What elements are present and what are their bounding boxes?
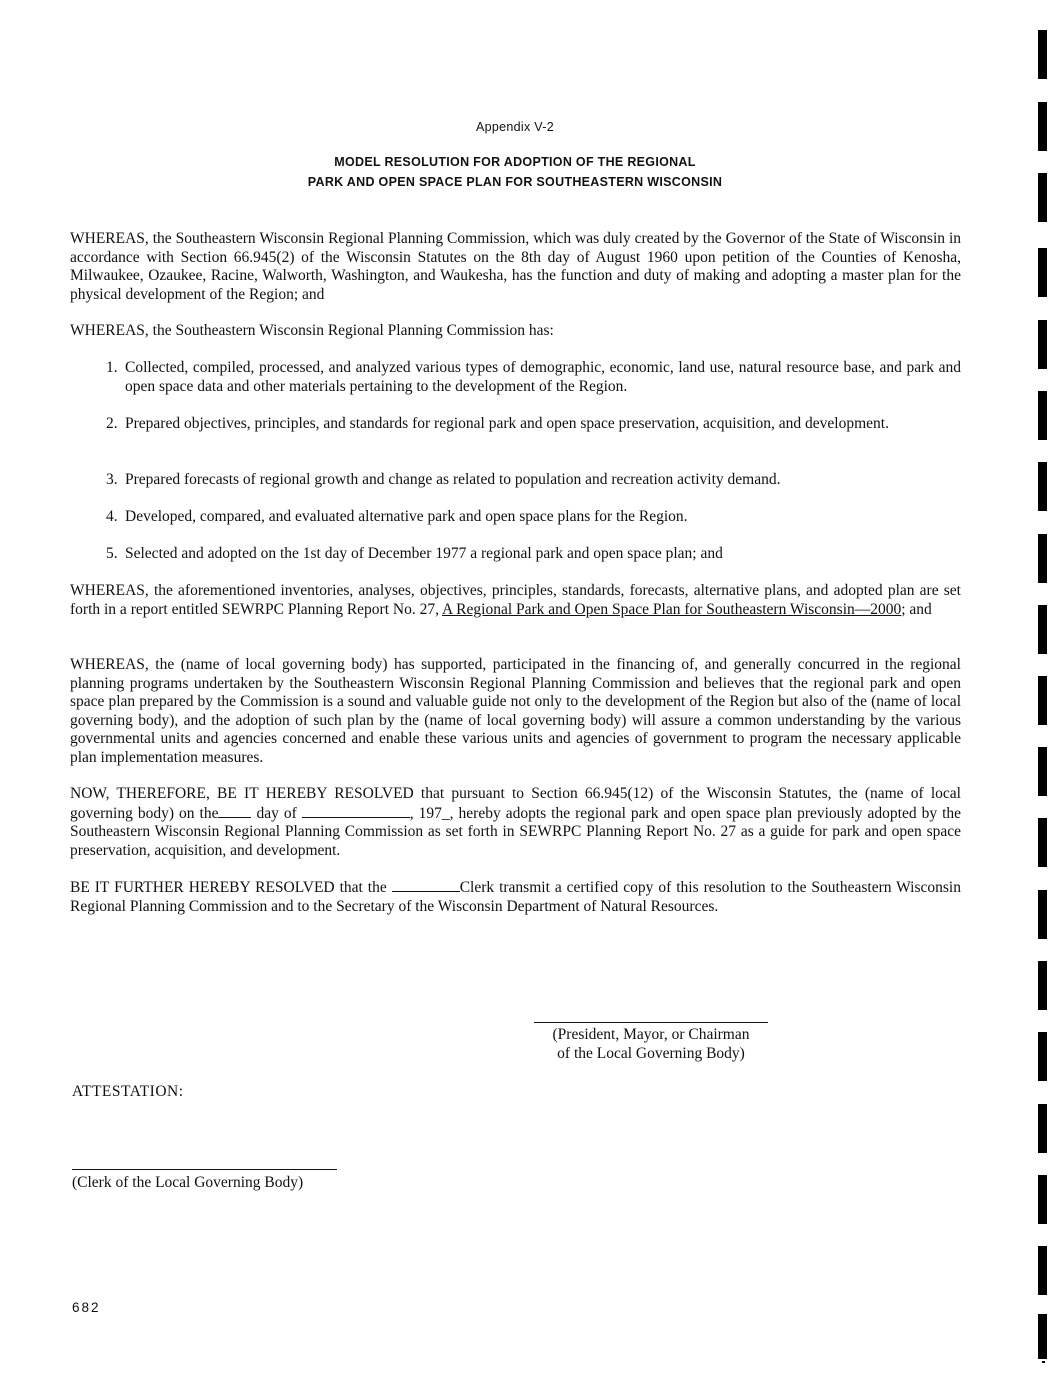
binding-mark bbox=[1038, 248, 1047, 297]
list-item-text: Collected, compiled, processed, and analyzed various types of demographic, economic, land use, natural resource base, and park and open space data and other materials pertaining to the development of the Region. bbox=[125, 359, 961, 395]
list-item bbox=[106, 545, 961, 564]
binding-mark bbox=[1038, 102, 1047, 151]
binding-mark bbox=[1038, 1246, 1047, 1295]
whereas-paragraph-2: WHEREAS, the Southeastern Wisconsin Regional Planning Commission has: bbox=[70, 322, 554, 339]
page-number: 682 bbox=[72, 1300, 101, 1315]
binding-mark bbox=[1038, 1175, 1047, 1224]
list-item-text: Selected and adopted on the 1st day of December 1977 a regional park and open space plan; and bbox=[125, 545, 723, 562]
list-item bbox=[106, 415, 961, 434]
list-item-number: 4. bbox=[106, 508, 118, 525]
list-item-number: 3. bbox=[106, 471, 118, 488]
binding-mark bbox=[1038, 890, 1047, 939]
list-item-number: 1. bbox=[106, 359, 118, 376]
list-item-text: Developed, compared, and evaluated alternative park and open space plans for the Region. bbox=[125, 508, 688, 525]
now-therefore-text-continued: , 197_, hereby adopts the regional park and open space plan previously adopted by the Southeastern Wisconsin Regional Planning Commission as set forth in SEWRPC Planning Report No. 27 as a guide for park and open space preservation, acquisition, and development. bbox=[70, 804, 962, 859]
list-item-text: Prepared objectives, principles, and standards for regional park and open space preservation, acquisition, and development. bbox=[125, 415, 889, 432]
attestation-label: ATTESTATION: bbox=[72, 1083, 184, 1100]
binding-mark bbox=[1038, 391, 1047, 440]
president-signature-caption-2: of the Local Governing Body) bbox=[557, 1045, 745, 1062]
further-resolved-text: BE IT FURTHER HEREBY RESOLVED that the bbox=[70, 879, 387, 896]
binding-mark bbox=[1038, 818, 1047, 867]
clerk-name-blank-field[interactable] bbox=[392, 878, 460, 892]
binding-mark bbox=[1038, 747, 1047, 796]
binding-mark bbox=[1038, 534, 1047, 583]
clerk-signature-line[interactable] bbox=[72, 1169, 337, 1170]
further-resolved-text-continued: Clerk transmit a certified copy of this resolution to the Southeastern Wisconsin Regional Planning Commission and to the Secretary of the Wisconsin Department of Natural Resources. bbox=[70, 879, 961, 915]
binding-mark bbox=[1038, 462, 1047, 511]
president-signature-caption-1: (President, Mayor, or Chairman bbox=[552, 1026, 750, 1043]
further-resolved-paragraph bbox=[70, 878, 961, 916]
list-item-number: 2. bbox=[106, 415, 118, 432]
document-title-line-2: PARK AND OPEN SPACE PLAN FOR SOUTHEASTERN WISCONSIN bbox=[307, 175, 723, 189]
binding-mark bbox=[1038, 173, 1047, 222]
now-therefore-text: NOW, THEREFORE, BE IT HEREBY RESOLVED that pursuant to Section 66.945(12) of the Wisconsin Statutes, the (name of local governing body) on the bbox=[70, 785, 961, 822]
list-item bbox=[106, 508, 961, 527]
binding-mark bbox=[1038, 1314, 1047, 1359]
whereas-3-suffix: ; and bbox=[901, 600, 932, 618]
whereas-paragraph-4: WHEREAS, the (name of local governing body) has supported, participated in the financing of, and generally concurred in the regional planning programs undertaken by the Southeastern Wisconsin Regional Planning Commission and believes that the regional park and open space plan prepared by the Commission is a sound and valuable guide not only to the development of the Region but also of the (name of local governing body), and the adoption of such plan by the (name of local governing body) will assure a common understanding by the various governmental units and agencies concerned and enable these various units and agencies of government to program the necessary applicable plan implementation measures. bbox=[70, 656, 961, 766]
whereas-paragraph-3 bbox=[70, 582, 961, 619]
appendix-label: Appendix V-2 bbox=[476, 120, 554, 134]
document-title-line-1: MODEL RESOLUTION FOR ADOPTION OF THE REGIONAL bbox=[334, 155, 696, 169]
now-therefore-paragraph bbox=[70, 785, 961, 860]
list-item-text: Prepared forecasts of regional growth and change as related to population and recreation activity demand. bbox=[125, 471, 781, 488]
binding-mark bbox=[1038, 605, 1047, 654]
report-title: A Regional Park and Open Space Plan for Southeastern Wisconsin—2000 bbox=[441, 600, 902, 618]
binding-mark bbox=[1038, 1104, 1047, 1153]
now-therefore-day-of: day of bbox=[256, 804, 297, 822]
binding-mark bbox=[1038, 320, 1047, 369]
month-blank-field[interactable] bbox=[302, 804, 410, 818]
list-item bbox=[106, 471, 961, 490]
binding-mark bbox=[1038, 1032, 1047, 1081]
binding-tick-mark bbox=[1042, 1361, 1045, 1363]
day-blank-field[interactable] bbox=[218, 804, 251, 818]
binding-mark bbox=[1038, 30, 1047, 79]
list-item-number: 5. bbox=[106, 545, 118, 562]
binding-mark bbox=[1038, 676, 1047, 725]
whereas-3-text: WHEREAS, the aforementioned inventories, analyses, objectives, principles, standards, forecasts, alternative plans, and adopted plan are set forth in a report entitled SEWRPC Planning Report No. 27, bbox=[70, 582, 961, 618]
whereas-paragraph-1: WHEREAS, the Southeastern Wisconsin Regional Planning Commission, which was duly created by the Governor of the State of Wisconsin in accordance with Section 66.945(2) of the Wisconsin Statutes on the 8th day of August 1960 upon petition of the Counties of Kenosha, Milwaukee, Ozaukee, Racine, Walworth, Washington, and Waukesha, has the function and duty of making and adopting a master plan for the physical development of the Region; and bbox=[70, 230, 961, 303]
list-item bbox=[106, 359, 961, 396]
clerk-signature-caption: (Clerk of the Local Governing Body) bbox=[72, 1174, 304, 1191]
president-signature-line[interactable] bbox=[534, 1022, 768, 1023]
binding-mark bbox=[1038, 961, 1047, 1010]
